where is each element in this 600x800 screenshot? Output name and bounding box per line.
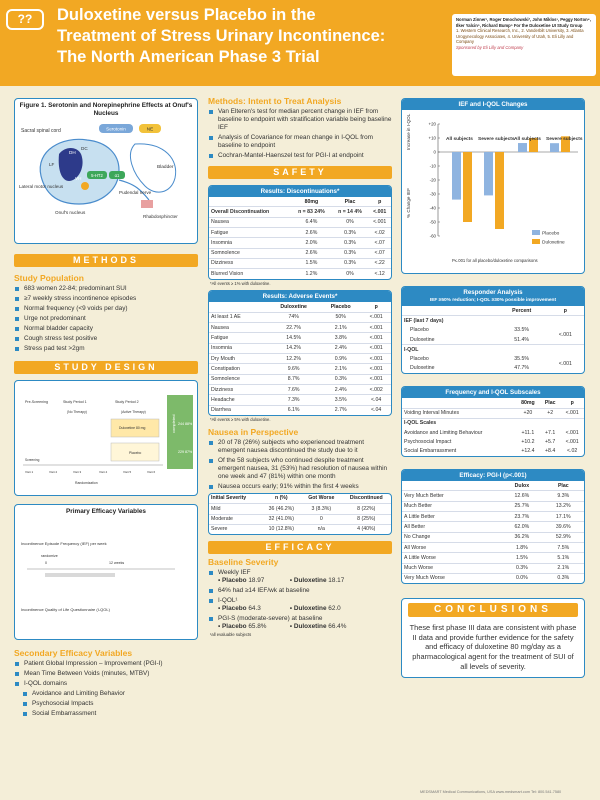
poster-title <box>57 5 437 68</box>
ief-chart-box <box>401 98 585 274</box>
rhabdosphincter-shape <box>141 200 153 208</box>
right-column <box>401 98 585 678</box>
list-item: Cochran-Mantel-Haenszel test for PGI-I at endpoint <box>208 152 392 160</box>
period2-label: Study Period 2 <box>115 400 139 405</box>
responder-table-box <box>401 286 585 374</box>
list-item: Normal frequency (<9 voids per day) <box>14 305 198 313</box>
list-item: Normal bladder capacity <box>14 325 198 333</box>
baseline-footnote: ¹all evaluable subjects <box>210 632 252 638</box>
footer-credit: MEDSMART Medical Communications, USA www.medsmart.com Tel: 800.541.7580 <box>420 790 562 794</box>
table-row: A Little Worse 1.5% 5.1% <box>402 553 584 563</box>
visit-6-label: Visit 6 <box>147 470 156 475</box>
p-note: P≤.001 for all placebo/duloxetine comparisons <box>452 258 538 263</box>
dc-label: DC <box>81 146 88 152</box>
col-header: Initial Severity <box>211 495 247 502</box>
table-row: Insomnia 2.0% 0.3% <.07 <box>209 238 391 248</box>
frequency-table-box <box>401 386 585 457</box>
table-row: Avoidance and Limiting Behaviour +11.1 +7.1 <.001 <box>404 429 579 436</box>
list-item: 64% had ≥14 IEF/wk at baseline <box>208 587 392 595</box>
ief-bar-duloxetine <box>463 152 472 222</box>
y-tick-label: -20 <box>429 177 436 183</box>
col-header: n (%) <box>274 495 288 502</box>
table-row: Somnolence 2.6% 0.3% <.07 <box>209 248 391 258</box>
secondary-efficacy-heading: Secondary Efficacy Variables <box>14 648 133 659</box>
conclusions-box <box>401 598 585 678</box>
study-design-figure <box>14 380 198 496</box>
duloxetine-arm-label: Duloxetine 80 mg <box>119 426 146 431</box>
table-row: Duloxetine 47.7% <box>410 365 530 372</box>
y-tick-label: -60 <box>429 233 436 239</box>
rhabdo-label: Rhabdosphincter <box>143 214 178 220</box>
screening-label: Screening <box>25 458 40 463</box>
nausea-list <box>208 439 392 491</box>
poster-header <box>0 0 600 86</box>
table-row: Dizziness 7.6% 2.4% <.002 <box>209 384 391 394</box>
sponsor: Sponsored by Eli Lilly and Company <box>456 44 524 50</box>
week-12-label: 12 weeks <box>109 560 125 565</box>
table-row: Fatigue 2.6% 0.3% <.02 <box>209 227 391 237</box>
table-row: Mild 36 (46.2%) 3 (8.3%) 8 (22%) <box>209 504 391 514</box>
left-column <box>14 98 198 720</box>
ief-chart-title: IEF and I-QOL Changes <box>402 99 584 110</box>
table-row: Very Much Better 12.6% 9.3% <box>402 491 584 501</box>
group-label: Severe subjects <box>478 137 515 142</box>
methods-itt-list <box>208 108 392 160</box>
table-row: Much Better 25.7% 13.2% <box>402 501 584 511</box>
y-tick-label: -30 <box>429 191 436 197</box>
a1-label: α1 <box>114 173 120 179</box>
col-header: Got Worse <box>308 495 335 502</box>
table-row: Blurred Vision 1.2% 0% <.12 <box>209 269 391 279</box>
completed-label: completed <box>171 414 176 434</box>
efficacy-bar: EFFICACY <box>208 541 392 554</box>
table-row: Dizziness 1.5% 0.3% <.22 <box>209 258 391 268</box>
discontinuations-footnote: *All events ≥ 1% with duloxetine. <box>210 280 271 286</box>
figure-1 <box>14 98 198 244</box>
frequency-table: 80mg Plac p Voiding Interval Minutes +20 +2 <.001 I-QOL Scales Avoidance and Limiting Behaviour +11.1 +7.1 <.001 Psychosocial Impact +10.2 +5.7 <.001 Social Embarrassment +12.4 +8.4 <.02 <box>402 398 584 456</box>
table-row: Headache 7.3% 3.5% <.04 <box>209 395 391 405</box>
frequency-title: Frequency and I-QOL Subscales <box>402 387 584 398</box>
list-item: Of the 58 subjects who continued despite treatment emergent nausea, 31 (53%) had resolution of nausea within one week and 47 (81%) within one month <box>208 457 392 481</box>
legend-swatch-placebo <box>532 230 540 235</box>
y-tick-label: -40 <box>429 205 436 211</box>
table-row: All Better 62.0% 39.6% <box>402 522 584 532</box>
randomization-label: Randomization <box>75 481 98 486</box>
col-header: 80mg <box>304 198 319 205</box>
table-row: At least 1 AE 74% 50% <.001 <box>209 312 391 322</box>
bladder-label: Bladder <box>157 165 174 171</box>
pgi-table-box <box>401 469 585 584</box>
placebo-arm-label: Placebo <box>129 451 142 456</box>
author-box <box>452 14 596 76</box>
methods-bar: METHODS <box>14 254 198 267</box>
period1-label: Study Period 1 <box>63 400 87 405</box>
list-item: Patient Global Impression – Improvement (PGI-I) <box>14 660 198 668</box>
sacral-label: Sacral spinal cord <box>21 128 61 135</box>
nausea-table <box>209 494 391 534</box>
prescreen-label: Pre-Screening <box>25 400 48 405</box>
conclusions-bar: CONCLUSIONS <box>408 603 578 617</box>
table-row: Nausea 22.7% 2.1% <.001 <box>209 323 391 333</box>
list-item: ≥7 weekly stress incontinence episodes <box>14 295 198 303</box>
table-row: Placebo 33.5% <.001 <box>410 327 572 338</box>
serotonin-label: Serotonin <box>106 126 126 132</box>
completed-n1: 244 <box>178 422 184 427</box>
ief-bar <box>45 573 115 577</box>
ief-bar-placebo <box>452 152 461 200</box>
y-tick-label: 0 <box>433 149 436 155</box>
figure-1-title: Figure 1. Serotonin and Norepinephrine Effects at Onuf's Nucleus <box>19 102 193 117</box>
table-row: Psychosocial Impact +10.2 +5.7 <.001 <box>404 439 579 446</box>
study-design-bar: STUDY DESIGN <box>14 361 198 374</box>
title-line-3: The North American Phase 3 Trial <box>57 48 320 66</box>
completed-pct1: 88% <box>185 422 193 427</box>
list-item: PGI-S (moderate-severe) at baseline ▪ Placebo 65.8% ▪ Duloxetine 66.4% <box>208 615 392 631</box>
y-tick-label: -10 <box>429 163 436 169</box>
table-row: All Worse 1.8% 7.5% <box>402 542 584 552</box>
col-header: Plac <box>344 198 356 205</box>
table-row: Social Embarrassment +12.4 +8.4 <.02 <box>404 448 578 455</box>
list-item: Avoidance and Limiting Behavior <box>14 690 198 698</box>
list-item: Cough stress test positive <box>14 335 198 343</box>
list-item: I-QOL¹ ▪ Placebo 64.3 ▪ Duloxetine 62.0 <box>208 597 392 613</box>
col-header: 80mg <box>521 399 535 406</box>
authors: Norman Zinner¹, Roger Dmochowski², John Miklos³, Peggy Norton⁴, Ilker Yalcin⁵, Richard Bump⁵ For the Duloxetine UI Study Group <box>456 17 591 28</box>
onuf-nucleus-dot <box>81 182 89 190</box>
iqol-bar-placebo <box>518 143 527 152</box>
col-header: Placebo <box>330 304 351 311</box>
table-row: Severe 10 (12.8%) n/a 4 (40%) <box>209 524 391 534</box>
list-item: Social Embarrassment <box>14 710 198 718</box>
dh-label: DH <box>69 150 76 156</box>
table-row: No Change 36.2% 52.9% <box>402 532 584 542</box>
list-item: I-QOL domains <box>14 680 198 688</box>
y-tick-label: -50 <box>429 219 436 225</box>
study-design-diagram <box>15 381 197 495</box>
visit-4-label: Visit 4 <box>99 470 108 475</box>
pudendal-label: Pudendal nerve <box>119 190 152 196</box>
table-row: Moderate 32 (41.0%) 0 8 (25%) <box>209 514 391 524</box>
group-label: All subjects <box>446 137 473 142</box>
pgi-title: Efficacy: PGI-I (p<.001) <box>402 470 584 481</box>
col-header: Plac <box>557 482 569 489</box>
group-label: All subjects <box>514 137 541 142</box>
list-item: Nausea occurs early; 91% within the first 4 weeks <box>208 483 392 491</box>
lf-label: LF <box>49 162 55 168</box>
study-population-heading: Study Population <box>14 273 84 283</box>
adverse-events-title: Results: Adverse Events* <box>209 291 391 302</box>
y-tick-label: +10 <box>428 135 436 141</box>
safety-bar: SAFETY <box>208 166 392 179</box>
title-line-2: Treatment of Stress Urinary Incontinence: <box>57 27 386 45</box>
table-row: Constipation 9.6% 2.1% <.001 <box>209 364 391 374</box>
discontinuations-title: Results: Discontinuations* <box>209 186 391 197</box>
nausea-heading: Nausea in Perspective <box>208 426 299 437</box>
nausea-table-box <box>208 493 392 535</box>
secondary-efficacy-list <box>14 660 198 688</box>
responder-table: Percent p IEF (last 7 days) Placebo 33.5% <.001 Duloxetine 51.4% I-QOL Placebo 35.5% <.001 Duloxetine 47.7% <box>402 306 584 373</box>
ht2-label: 5-HT2 <box>91 173 103 179</box>
col-header: p <box>570 399 574 406</box>
col-header: Dulox <box>514 482 530 489</box>
study-population-list <box>14 285 198 353</box>
primary-efficacy-box <box>14 504 198 640</box>
col-header: p <box>374 304 378 311</box>
visit-1-label: Visit 1 <box>25 470 34 475</box>
table-row: Insomnia 14.2% 2.4% <.001 <box>209 343 391 353</box>
list-item: Psychosocial Impacts <box>14 700 198 708</box>
table-row: Somnolence 8.7% 0.3% <.001 <box>209 374 391 384</box>
ief-chart <box>402 110 584 270</box>
adverse-events-table <box>209 302 391 414</box>
list-item: Mean Time Between Voids (minutes, MTBV) <box>14 670 198 678</box>
table-row: Voiding Interval Minutes +20 +2 <.001 <box>402 408 584 418</box>
adverse-events-table-box <box>208 290 392 415</box>
methods-itt-heading: Methods: Intent to Treat Analysis <box>208 96 342 106</box>
table-row: Fatigue 14.5% 3.8% <.001 <box>209 333 391 343</box>
table-row: Overall Discontinuation n = 83 24% n = 14 4% <.001 <box>209 207 391 217</box>
list-item: Urge not predominant <box>14 315 198 323</box>
col-header: p <box>378 198 382 205</box>
table-row: Placebo 35.5% <.001 <box>410 356 572 367</box>
col-header: Duloxetine <box>280 304 307 311</box>
table-row: Much Worse 0.3% 2.1% <box>402 563 584 573</box>
baseline-list <box>208 569 392 631</box>
list-item: 683 women 22-84; predominant SUI <box>14 285 198 293</box>
ylabel2: Increase in I-QOL <box>406 113 411 150</box>
title-line-1: Duloxetine versus Placebo in the <box>57 6 316 24</box>
no-therapy-label: (No Therapy) <box>67 410 87 415</box>
iqol-bar-placebo <box>550 143 559 152</box>
ief-caption: Incontinence Episode Frequency (IEF) per week <box>21 540 107 546</box>
table-row: Nausea 6.4% 0% <.001 <box>209 217 391 227</box>
baseline-heading: Baseline Severity <box>208 557 279 568</box>
randomize-label: randomize <box>41 553 58 558</box>
week-0-label: 0 <box>45 560 47 565</box>
spinal-cord-diagram <box>15 120 195 232</box>
iqol-caption: Incontinence Quality of Life Questionnaire (I-QOL) <box>21 606 110 612</box>
ief-bar-placebo <box>484 152 493 195</box>
col-header: p <box>563 307 567 314</box>
completed-pct2: 87% <box>185 450 193 455</box>
col-header: Plac <box>544 399 556 406</box>
primary-efficacy-diagram <box>15 519 197 635</box>
col-header: Percent <box>512 307 532 314</box>
discontinuations-table-box <box>208 185 392 280</box>
ief-bar-duloxetine <box>495 152 504 229</box>
group-label: Severe subjects <box>546 137 583 142</box>
adverse-events-footnote: *All events ≥ 5% with duloxetine. <box>210 416 271 422</box>
list-item: Stress pad test >2gm <box>14 345 198 353</box>
discontinuations-table <box>209 197 391 279</box>
lateral-label: Lateral motor nucleus <box>19 184 64 190</box>
ne-label: NE <box>146 126 154 132</box>
primary-efficacy-title: Primary Efficacy Variables <box>66 508 146 516</box>
list-item: Van Elteren's test for median percent change in IEF from baseline to endpoint with stratification variable being baseline IEF <box>208 108 392 132</box>
table-row: Very Much Worse 0.0% 0.3% <box>402 573 584 583</box>
middle-column <box>208 96 392 638</box>
legend-placebo: Placebo <box>542 231 560 237</box>
pgi-table <box>402 481 584 583</box>
list-item: Analysis of Covariance for mean change in I-QOL from baseline to endpoint <box>208 134 392 150</box>
y-tick-label: +20 <box>428 121 436 127</box>
table-row: A Little Better 23.7% 17.1% <box>402 512 584 522</box>
responder-title: Responder Analysis IEF ≥50% reduction; I-QOL ≥30% possible improvement <box>402 287 584 306</box>
affiliations: 1. Western Clinical Research, Inc., 2. Vanderbilt University, 3. Atlanta Urogynecology Associates, 4. University of Utah, 5. Eli Lilly and Company <box>456 28 584 44</box>
vh-label: VH <box>75 176 82 182</box>
legend-duloxetine: Duloxetine <box>542 240 565 246</box>
list-item: 20 of 78 (26%) subjects who experienced treatment emergent nausea discontinued the study due to it <box>208 439 392 455</box>
table-row: Duloxetine 51.4% <box>410 336 530 343</box>
visit-2-label: Visit 2 <box>49 470 58 475</box>
conclusions-text: These first phase III data are consistent with phase II data and provide further evidence for the safety and efficacy of duloxetine 80 mg/day as a pharmacological agent for the treatment of SUI of all levels of severity. <box>409 623 577 671</box>
iqol-domain-list <box>14 690 198 718</box>
completed-n2: 229 <box>178 450 184 455</box>
col-header: Discontinued <box>349 495 383 502</box>
visit-5-label: Visit 5 <box>123 470 132 475</box>
ylabel: % Change IEF <box>406 188 411 218</box>
visit-3-label: Visit 3 <box>73 470 82 475</box>
table-row: Dry Mouth 12.2% 0.9% <.001 <box>209 354 391 364</box>
list-item: Weekly IEF ▪ Placebo 18.97 ▪ Duloxetine 18.17 <box>208 569 392 585</box>
poster-number-tag: ?? <box>6 9 44 30</box>
table-row: Diarrhea 6.1% 2.7% <.04 <box>209 405 391 415</box>
legend-swatch-duloxetine <box>532 239 540 244</box>
active-therapy-label: (Active Therapy) <box>121 410 146 415</box>
onuf-label: Onuf's nucleus <box>55 210 86 216</box>
